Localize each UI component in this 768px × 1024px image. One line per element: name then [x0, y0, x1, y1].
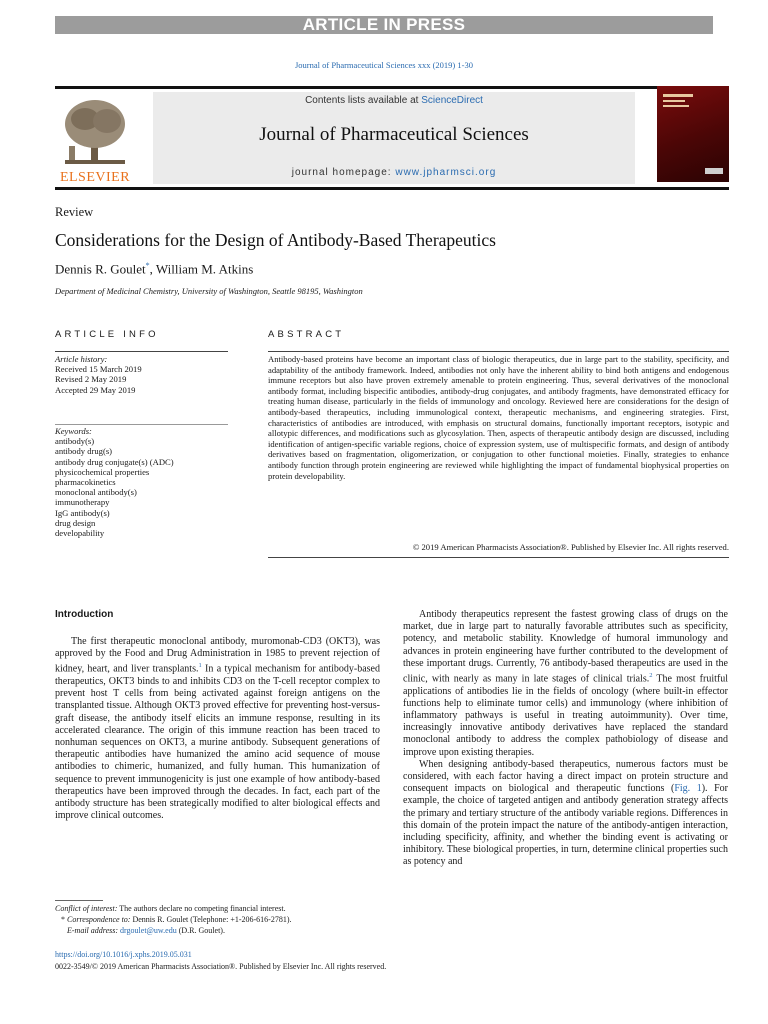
contents-prefix: Contents lists available at — [305, 95, 422, 106]
correspondence-text: Dennis R. Goulet (Telephone: +1-206-616-2781). — [130, 914, 292, 924]
keywords-label: Keywords: — [55, 426, 92, 436]
keyword: immunotherapy — [55, 497, 110, 508]
conflict-text: The authors declare no competing financial interest. — [117, 904, 286, 913]
accepted-date: Accepted 29 May 2019 — [55, 384, 136, 395]
correspondence-label: Correspondence to: — [65, 914, 131, 924]
email-note — [55, 926, 385, 937]
paragraph — [403, 759, 728, 869]
keyword: antibody(s) — [55, 436, 95, 447]
email-link[interactable]: drgoulet@uw.edu — [120, 925, 177, 935]
journal-cover-image — [657, 86, 729, 182]
abstract-copyright: © 2019 American Pharmacists Association®. Published by Elsevier Inc. All rights reserved. — [412, 542, 729, 552]
revised-date: Revised 2 May 2019 — [55, 374, 127, 385]
email-label: E-mail address: — [67, 925, 119, 935]
keyword: antibody drug(s) — [55, 446, 113, 457]
journal-citation[interactable]: Journal of Pharmaceutical Sciences xxx (2019) 1-30 — [295, 60, 473, 70]
abstract-heading: ABSTRACT — [268, 329, 345, 340]
author-2[interactable]: William M. Atkins — [155, 261, 254, 277]
keyword: drug design — [55, 517, 96, 528]
received-date: Received 15 March 2019 — [55, 364, 142, 375]
abstract-rule — [268, 351, 729, 352]
paragraph-text: ). For example, the choice of targeted antigen and antibody generation strategy affects the primary and tertiary structure of the antibody variable regions. Differences in this domain of the protein impact the nature of the antibody-antigen interaction, including specificity, affinity, and whether the binding event is activating or inhibitory. These biological properties, in turn, determine clinical properties such as potency and — [403, 783, 728, 868]
correspondence-note — [55, 915, 385, 926]
article-title: Considerations for the Design of Antibody-Based Therapeutics — [55, 230, 496, 250]
affiliation: Department of Medicinal Chemistry, University of Washington, Seattle 98195, Washington — [55, 286, 363, 296]
article-info-heading: ARTICLE INFO — [55, 329, 159, 340]
paragraph — [403, 609, 728, 759]
homepage-link[interactable]: www.jpharmsci.org — [395, 167, 497, 178]
body-column-left — [55, 636, 380, 822]
history-label: Article history: — [55, 354, 108, 364]
keywords-rule — [55, 424, 228, 425]
keywords — [55, 426, 230, 538]
homepage-line — [153, 167, 635, 178]
introduction-heading: Introduction — [55, 609, 114, 620]
header-bottom-rule — [55, 187, 729, 190]
footnote-rule — [55, 900, 103, 901]
journal-title: Journal of Pharmaceutical Sciences — [259, 124, 529, 145]
corresponding-mark: * — [61, 914, 65, 924]
authors — [55, 261, 253, 277]
reference-link[interactable]: 2 — [649, 672, 653, 680]
footnotes — [55, 904, 385, 936]
author-separator: , — [149, 261, 156, 277]
elsevier-wordmark: ELSEVIER — [59, 170, 131, 185]
abstract-bottom-rule — [268, 557, 729, 558]
keyword: developability — [55, 528, 105, 539]
paragraph-text: When designing antibody-based therapeutics, numerous factors must be considered, with each factor having a direct impact on protein structure and consequent impacts on biological and therapeutic functions ( — [403, 758, 728, 795]
keyword: physicochemical properties — [55, 466, 150, 477]
figure-link[interactable]: Fig. 1 — [674, 783, 702, 795]
abstract-text: Antibody-based proteins have become an important class of biologic therapeutics, due in large part to the stability, specificity, and adaptability of the antibody framework. Indeed, antibodies not only have the inherent ability to bind both antigens and endogenous immune receptors but also have proven extremely amenable to protein engineering. Thus, several derivatives of the monoclonal antibody format, including bispecific antibodies, antibody-drug conjugates, and antibody fragments, have demonstrated efficacy for treating human disease, particularly in the fields of immunology and oncology. Reviewed here are considerations for the design of antibody-based therapeutics, including immunological context, therapeutic mechanisms, and engineering strategies. First, characteristics of antibodies are introduced, with emphasis on structural domains, functionally important receptors, isotypic and allotypic differences, and modifications such as glycosylation. Then, aspects of therapeutic antibody design are discussed, including identification of antigen-specific variable regions, choice of expression system, use of multispecific formats, and design of antibody derivatives based on fragmentation, oligomerization, or conjugation to other functional moieties. Finally, strategies to enhance antibody function through protein engineering are reviewed while highlighting the impact of fundamental biophysical properties on protein developability. — [268, 354, 729, 481]
email-suffix: (D.R. Goulet). — [176, 925, 225, 935]
author-1[interactable]: Dennis R. Goulet — [55, 261, 146, 277]
keyword: pharmacokinetics — [55, 477, 116, 488]
article-history — [55, 354, 230, 395]
sciencedirect-link[interactable]: ScienceDirect — [421, 95, 483, 106]
paragraph-text: The first therapeutic monoclonal antibody, muromonab-CD3 (OKT3), was approved by the Food and Drug Administration in 1985 to prevent rejection of kidney, heart, and liver transplants. — [55, 636, 380, 675]
keyword: antibody drug conjugate(s) (ADC) — [55, 456, 174, 467]
reference-link[interactable]: 1 — [198, 662, 202, 670]
paragraph-text: In a typical mechanism for antibody-based therapeutics, OKT3 binds to and inhibits CD3 on the T-cell receptor complex to prevent host T cells from being activated against foreign antigens on the transplanted tissue. Although OKT3 proved effective for preventing host-versus-graft disease, the antibody itself elicits an immune response, resulting in its accelerated clearance. The origin of this immune reaction has been traced to nonhuman sequences on OKT3, a murine antibody. Subsequent generations of therapeutic antibodies have humanized the amino acid sequence of mouse antibodies to chimeric, humanized, and fully human. This humanization of sequence to prevent immunogenicity is just one example of how antibody-based therapeutics have been improved through the decades. In fact, each part of the antibody structure has been strategically modified to alter biological effects and improve clinical outcomes. — [55, 663, 380, 822]
paragraph — [55, 636, 380, 822]
top-rule — [55, 86, 713, 89]
doi-link[interactable]: https://doi.org/10.1016/j.xphs.2019.05.031 — [55, 950, 192, 959]
conflict-label: Conflict of interest: — [55, 904, 118, 913]
article-in-press-banner: ARTICLE IN PRESS — [55, 16, 713, 34]
article-info-rule — [55, 351, 228, 352]
paragraph-text: The most fruitful applications of antibodies lie in the fields of oncology (where built-in effector functions help to eliminate tumor cells) and immunology (where inhibition of inflammatory pathways is useful in treating autoimmunity). Over time, increasingly innovative antibody derivatives have replaced the standard monoclonal antibody to address the complex pathobiology of disease and improve upon existing therapies. — [403, 673, 728, 758]
keyword: IgG antibody(s) — [55, 507, 110, 518]
issn-copyright: 0022-3549/© 2019 American Pharmacists Association®. Published by Elsevier Inc. All rights reserved. — [55, 962, 387, 971]
article-type: Review — [55, 205, 94, 219]
conflict-note — [55, 904, 385, 915]
corresponding-mark[interactable]: * — [145, 261, 150, 270]
contents-line — [153, 95, 635, 106]
body-column-right — [403, 609, 728, 869]
homepage-prefix: journal homepage: — [291, 167, 396, 178]
paragraph-text: Antibody therapeutics represent the fastest growing class of drugs on the market, due in large part to naturally favorable attributes such as specificity, potency, and metabolic stability. Knowledge of humoral immunology and advances in protein engineering have further contributed to the development of these important drugs. Currently, 76 antibody-based therapeutics are used in the clinic, with nearly as many in late stages of clinical trials. — [403, 609, 728, 685]
keyword: monoclonal antibody(s) — [55, 487, 137, 498]
